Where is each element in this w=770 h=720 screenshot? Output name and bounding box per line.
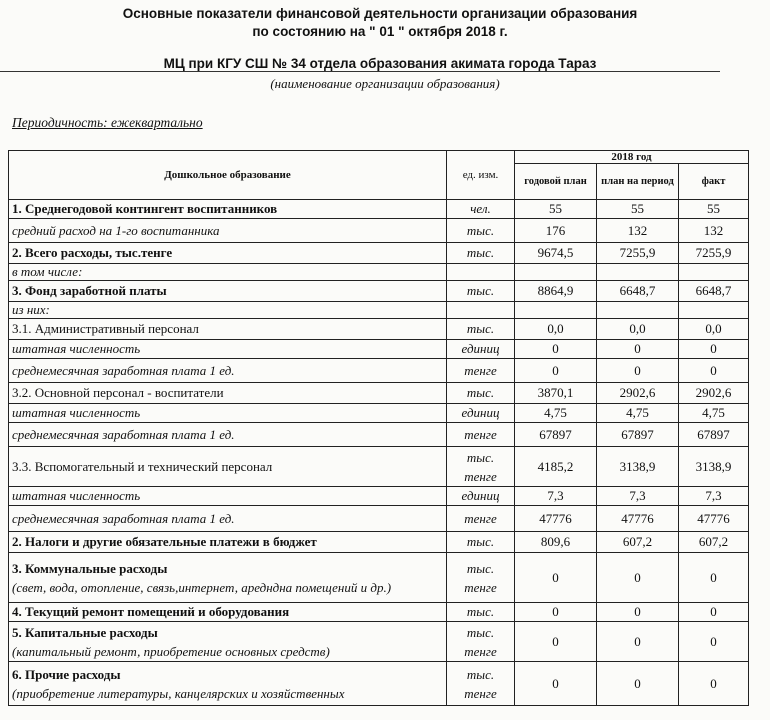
row-annual: 0 xyxy=(515,553,597,603)
row-fact: 47776 xyxy=(679,506,749,532)
row-unit-line1: тыс. xyxy=(466,560,495,576)
row-annual: 0,0 xyxy=(515,319,597,340)
row-period xyxy=(597,302,679,319)
row-label: средний расход на 1-го воспитанника xyxy=(9,219,447,243)
row-fact: 7255,9 xyxy=(679,243,749,264)
row-fact: 55 xyxy=(679,200,749,219)
table-row xyxy=(9,404,749,423)
row-annual: 7,3 xyxy=(515,487,597,506)
row-fact xyxy=(679,302,749,319)
row-annual: 4,75 xyxy=(515,404,597,423)
row-annual: 809,6 xyxy=(515,532,597,553)
header-year: 2018 год xyxy=(515,151,749,164)
table-row xyxy=(9,281,749,302)
row-period: 0 xyxy=(597,340,679,359)
row-unit-line1: тыс. xyxy=(466,666,495,682)
row-fact: 607,2 xyxy=(679,532,749,553)
row-sublabel: (свет, вода, отопление, связь,интернет, аредндна помещений и др.) xyxy=(12,579,392,595)
table-row xyxy=(9,603,749,622)
row-unit xyxy=(447,264,515,281)
financial-table xyxy=(8,150,749,706)
row-fact: 3138,9 xyxy=(679,447,749,487)
row-fact: 6648,7 xyxy=(679,281,749,302)
row-period: 0 xyxy=(597,603,679,622)
row-unit-line2: тенге xyxy=(464,685,497,701)
row-fact: 67897 xyxy=(679,423,749,447)
row-unit xyxy=(447,662,515,706)
row-unit: тыс. xyxy=(447,319,515,340)
row-fact: 7,3 xyxy=(679,487,749,506)
header-fact: факт xyxy=(679,164,749,200)
table-row xyxy=(9,447,749,487)
table-row xyxy=(9,383,749,404)
row-annual xyxy=(515,264,597,281)
table-row xyxy=(9,487,749,506)
row-period: 7,3 xyxy=(597,487,679,506)
table-row xyxy=(9,662,749,706)
table-row xyxy=(9,243,749,264)
row-unit: тыс. xyxy=(447,243,515,264)
row-period: 0 xyxy=(597,359,679,383)
row-period: 7255,9 xyxy=(597,243,679,264)
row-unit: тыс. xyxy=(447,219,515,243)
table-row xyxy=(9,622,749,662)
table-row xyxy=(9,340,749,359)
row-label: 4. Текущий ремонт помещений и оборудования xyxy=(9,603,447,622)
row-unit-line1: тыс. xyxy=(466,624,495,640)
table-row xyxy=(9,264,749,281)
table-row xyxy=(9,319,749,340)
row-period: 6648,7 xyxy=(597,281,679,302)
table-row xyxy=(9,553,749,603)
report-title: Основные показатели финансовой деятельности организации образования xyxy=(122,6,638,21)
row-fact: 4,75 xyxy=(679,404,749,423)
row-label: среднемесячная заработная плата 1 ед. xyxy=(9,359,447,383)
row-unit-line1: тыс. xyxy=(466,449,495,465)
row-period: 47776 xyxy=(597,506,679,532)
row-annual: 8864,9 xyxy=(515,281,597,302)
row-fact: 0 xyxy=(679,553,749,603)
row-unit: тыс. xyxy=(447,281,515,302)
row-annual: 55 xyxy=(515,200,597,219)
row-label: 1. Среднегодовой контингент воспитанников xyxy=(9,200,447,219)
row-period: 132 xyxy=(597,219,679,243)
table-row xyxy=(9,302,749,319)
row-sublabel: (приобретение литературы, канцелярских и хозяйственных xyxy=(12,685,345,701)
row-label: штатная численность xyxy=(9,404,447,423)
row-label: 3.2. Основной персонал - воспитатели xyxy=(9,383,447,404)
table-row xyxy=(9,506,749,532)
row-unit xyxy=(447,447,515,487)
row-annual: 67897 xyxy=(515,423,597,447)
header-category: Дошкольное образование xyxy=(9,151,447,200)
row-fact: 0 xyxy=(679,662,749,706)
row-period xyxy=(597,264,679,281)
row-period: 4,75 xyxy=(597,404,679,423)
row-annual: 4185,2 xyxy=(515,447,597,487)
row-unit: тенге xyxy=(447,423,515,447)
organization-underline xyxy=(0,71,720,72)
row-period: 0 xyxy=(597,553,679,603)
row-unit: чел. xyxy=(447,200,515,219)
row-label: штатная численность xyxy=(9,340,447,359)
row-unit-line2: тенге xyxy=(464,579,497,595)
row-annual xyxy=(515,302,597,319)
row-fact: 0 xyxy=(679,603,749,622)
row-label: в том числе: xyxy=(9,264,447,281)
row-label: среднемесячная заработная плата 1 ед. xyxy=(9,506,447,532)
row-label: из них: xyxy=(9,302,447,319)
row-annual: 0 xyxy=(515,662,597,706)
report-date: по состоянию на " 01 " октября 2018 г. xyxy=(252,24,508,39)
row-label: 2. Налоги и другие обязательные платежи в бюджет xyxy=(9,532,447,553)
row-unit: тыс. xyxy=(447,532,515,553)
row-annual: 0 xyxy=(515,359,597,383)
row-label: 3. Фонд заработной платы xyxy=(9,281,447,302)
row-label: 5. Капитальные расходы xyxy=(12,624,158,640)
row-annual: 0 xyxy=(515,603,597,622)
header-unit: ед. изм. xyxy=(447,151,515,200)
periodicity: Периодичность: ежеквартально xyxy=(12,115,203,130)
row-fact: 0 xyxy=(679,359,749,383)
row-label: 2. Всего расходы, тыс.тенге xyxy=(9,243,447,264)
row-fact xyxy=(679,264,749,281)
row-period: 3138,9 xyxy=(597,447,679,487)
row-unit: тыс. xyxy=(447,383,515,404)
row-annual: 3870,1 xyxy=(515,383,597,404)
row-fact: 0,0 xyxy=(679,319,749,340)
row-annual: 9674,5 xyxy=(515,243,597,264)
row-unit: единиц xyxy=(447,340,515,359)
row-label: 3.3. Вспомогательный и технический персонал xyxy=(9,447,447,487)
header-period-plan: план на период xyxy=(597,164,679,200)
row-label: 3.1. Административный персонал xyxy=(9,319,447,340)
row-period: 0 xyxy=(597,622,679,662)
header-annual-plan: годовой план xyxy=(515,164,597,200)
row-label-cell xyxy=(9,553,447,603)
row-annual: 0 xyxy=(515,340,597,359)
row-unit xyxy=(447,302,515,319)
table-row xyxy=(9,359,749,383)
row-label: штатная численность xyxy=(9,487,447,506)
row-period: 2902,6 xyxy=(597,383,679,404)
organization-name: МЦ при КГУ СШ № 34 отдела образования акимата города Тараз xyxy=(163,56,597,71)
row-period: 55 xyxy=(597,200,679,219)
row-fact: 132 xyxy=(679,219,749,243)
row-annual: 176 xyxy=(515,219,597,243)
row-annual: 0 xyxy=(515,622,597,662)
row-annual: 47776 xyxy=(515,506,597,532)
row-label: 3. Коммунальные расходы xyxy=(12,560,168,576)
row-label-cell xyxy=(9,622,447,662)
row-label: 6. Прочие расходы xyxy=(12,666,121,682)
row-unit: тенге xyxy=(447,506,515,532)
row-unit: единиц xyxy=(447,404,515,423)
row-period: 67897 xyxy=(597,423,679,447)
row-fact: 0 xyxy=(679,340,749,359)
row-period: 0,0 xyxy=(597,319,679,340)
row-label-cell xyxy=(9,662,447,706)
table-row xyxy=(9,219,749,243)
row-sublabel: (капитальный ремонт, приобретение основных средств) xyxy=(12,643,330,659)
row-unit: тенге xyxy=(447,359,515,383)
row-fact: 2902,6 xyxy=(679,383,749,404)
row-label: среднемесячная заработная плата 1 ед. xyxy=(9,423,447,447)
row-fact: 0 xyxy=(679,622,749,662)
row-period: 607,2 xyxy=(597,532,679,553)
row-unit xyxy=(447,622,515,662)
row-period: 0 xyxy=(597,662,679,706)
table-row xyxy=(9,423,749,447)
organization-note: (наименование организации образования) xyxy=(270,76,500,91)
table-row xyxy=(9,532,749,553)
table-row xyxy=(9,200,749,219)
row-unit: единиц xyxy=(447,487,515,506)
row-unit-line2: тенге xyxy=(464,643,497,659)
row-unit-line2: тенге xyxy=(464,468,497,484)
row-unit xyxy=(447,553,515,603)
row-unit: тыс. xyxy=(447,603,515,622)
